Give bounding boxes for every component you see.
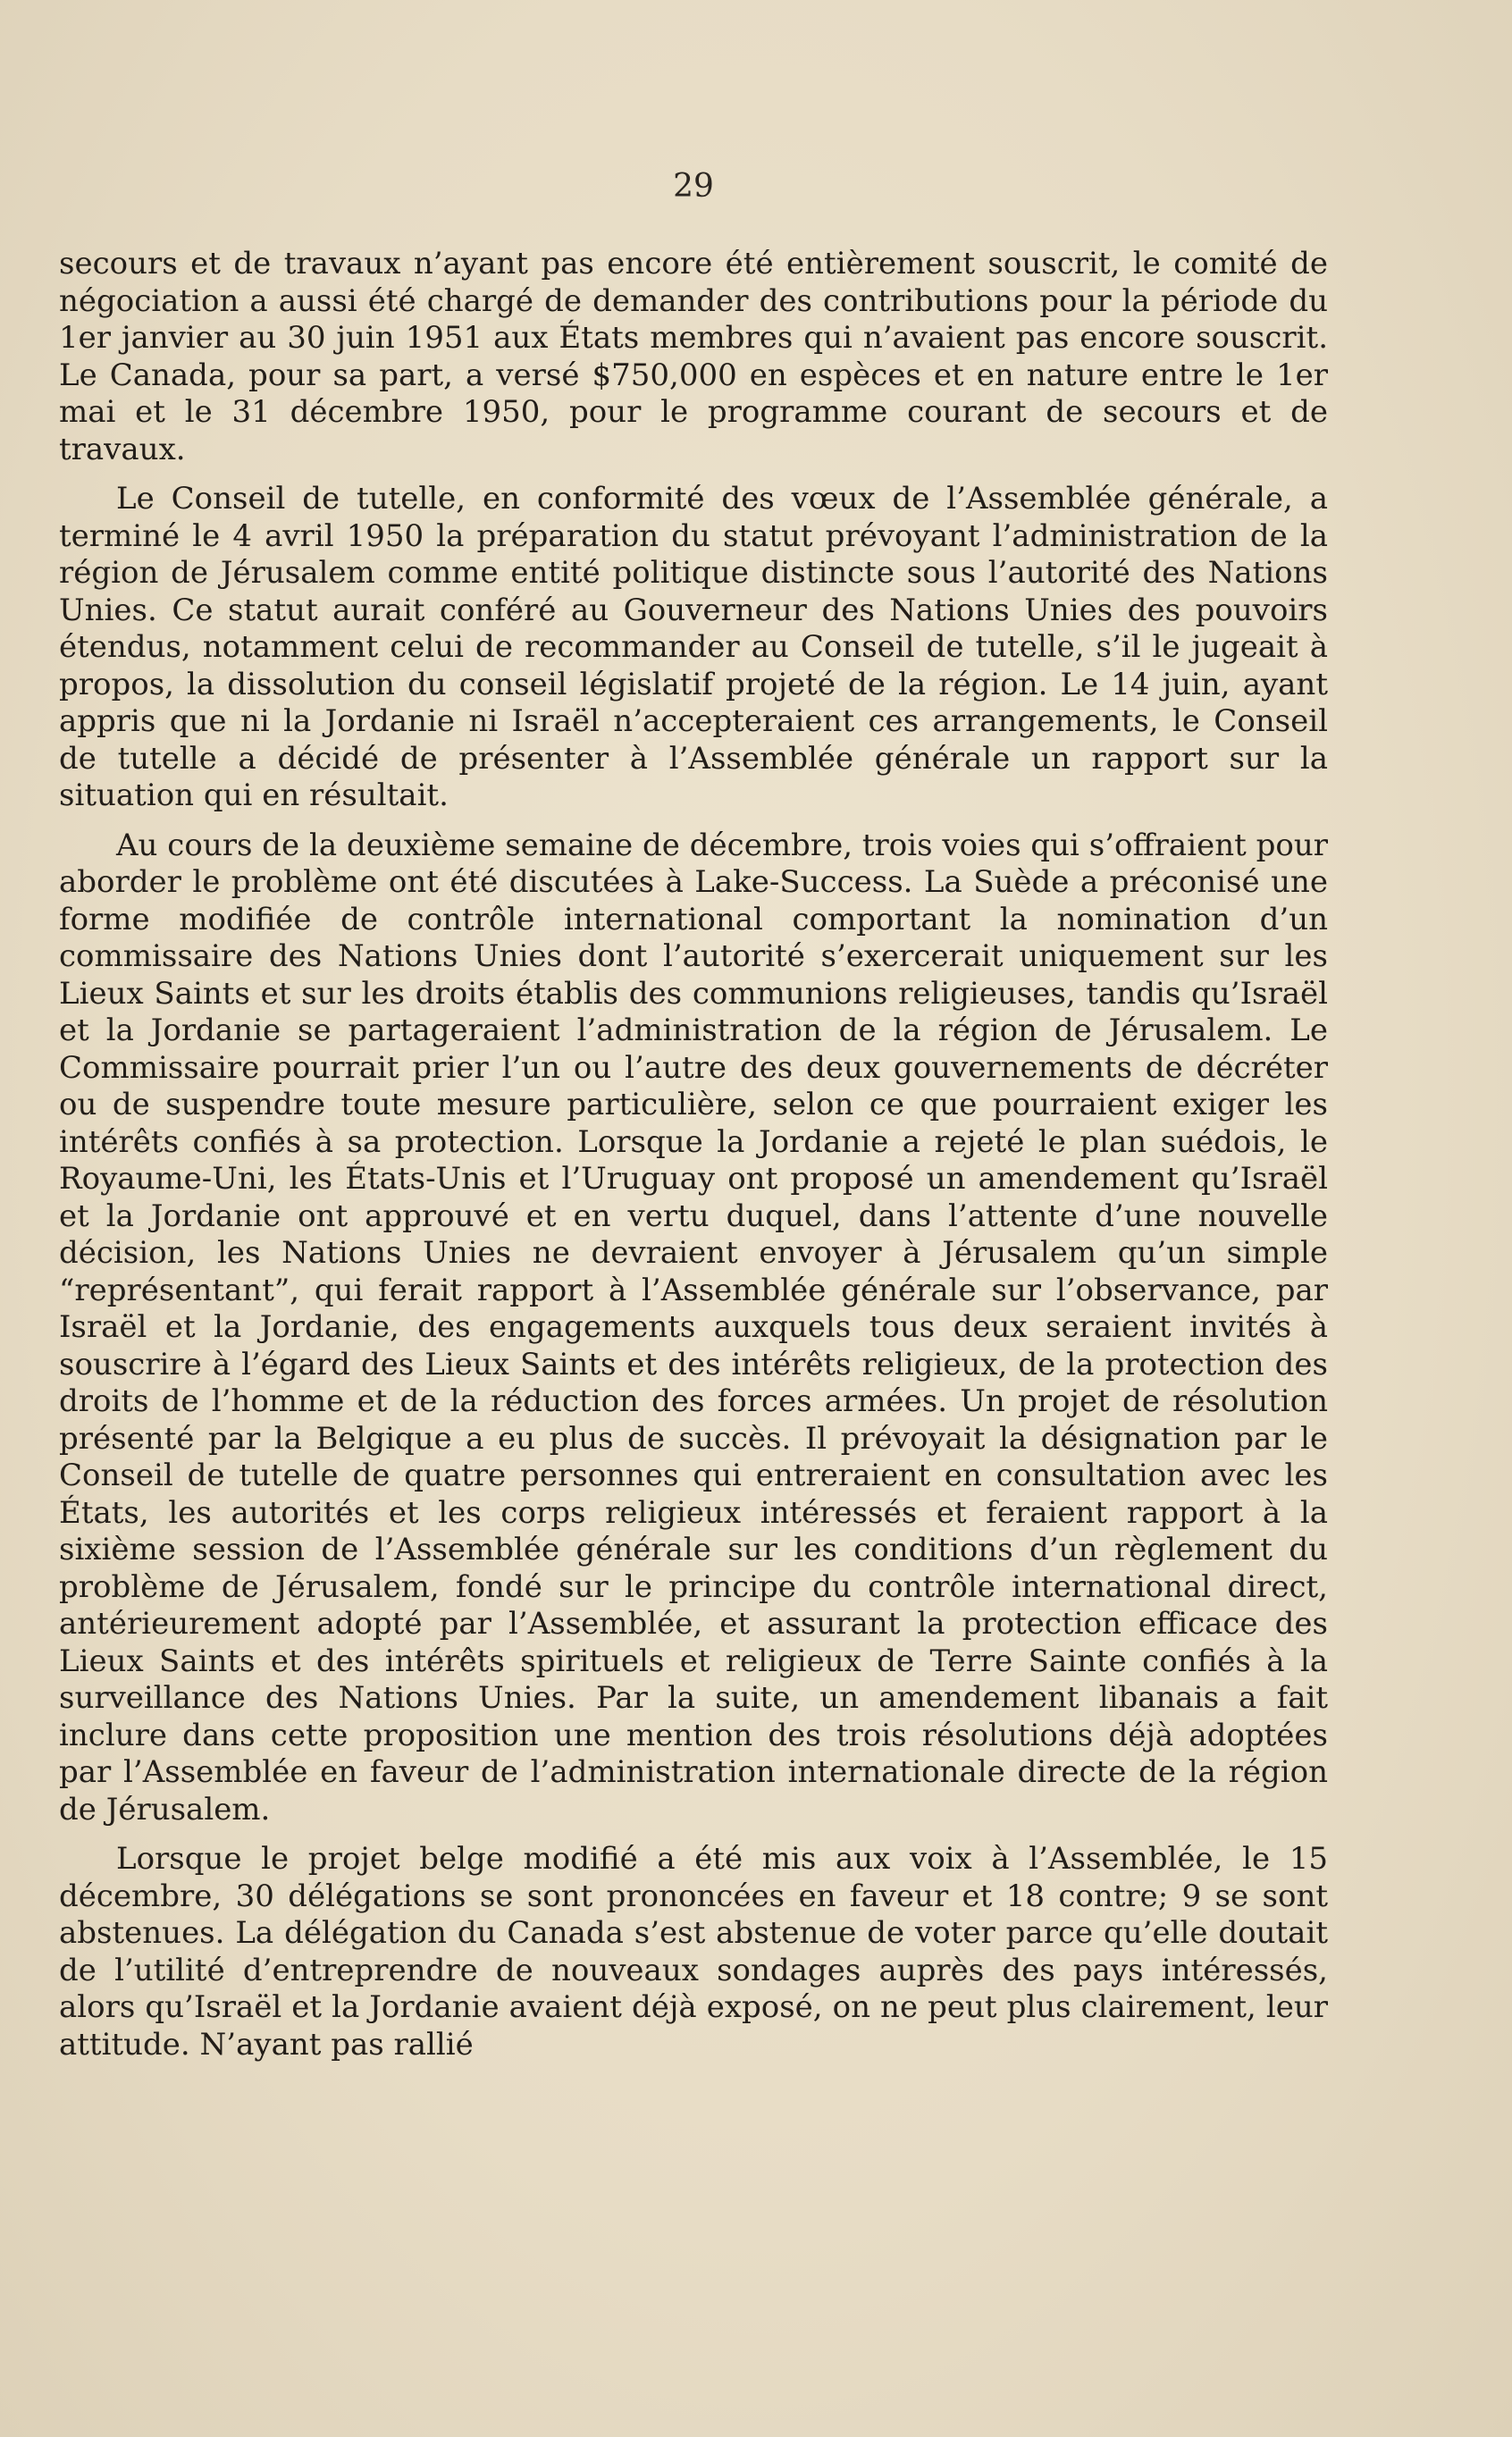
paragraph-4: Lorsque le projet belge modifié a été mis aux voix à l’Assemblée, le 15 décembre, 30 délégations se sont prononcées en faveur et 18 contre; 9 se sont abstenues. La délégation du Canada s’est abstenue de voter parce qu’elle doutait de l’utilité d’entreprendre de nouveaux sondages auprès des pays intéressés, alors qu’Israël et la Jordanie avaient déjà exposé, on ne peut plus clairement, leur attitude. N’ayant pas rallié: [59, 1841, 1328, 2063]
body-text: [59, 246, 1328, 2063]
paragraph-3: Au cours de la deuxième semaine de décembre, trois voies qui s’offraient pour aborder le problème ont été discutées à Lake-Success. La Suède a préconisé une forme modifiée de contrôle international comportant la nomination d’un commissaire des Nations Unies dont l’autorité s’exercerait uniquement sur les Lieux Saints et sur les droits établis des communions religieuses, tandis qu’Israël et la Jordanie se partageraient l’administration de la région de Jérusalem. Le Commissaire pourrait prier l’un ou l’autre des deux gouvernements de décréter ou de suspendre toute mesure particulière, selon ce que pourraient exiger les intérêts confiés à sa protection. Lorsque la Jordanie a rejeté le plan suédois, le Royaume-Uni, les États-Unis et l’Uruguay ont proposé un amendement qu’Israël et la Jordanie ont approuvé et en vertu duquel, dans l’attente d’une nouvelle décision, les Nations Unies ne devraient envoyer à Jérusalem qu’un simple “représentant”, qui ferait rapport à l’Assemblée générale sur l’observance, par Israël et la Jordanie, des engagements auxquels tous deux seraient invités à souscrire à l’égard des Lieux Saints et des intérêts religieux, de la protection des droits de l’homme et de la réduction des forces armées. Un projet de résolution présenté par la Belgique a eu plus de succès. Il prévoyait la désignation par le Conseil de tutelle de quatre personnes qui entreraient en consultation avec les États, les autorités et les corps religieux intéressés et feraient rapport à la sixième session de l’Assemblée générale sur les conditions d’un règlement du problème de Jérusalem, fondé sur le principe du contrôle international direct, antérieurement adopté par l’Assemblée, et assurant la protection efficace des Lieux Saints et des intérêts spirituels et religieux de Terre Sainte confiés à la surveillance des Nations Unies. Par la suite, un amendement libanais a fait inclure dans cette proposition une mention des trois résolutions déjà adoptées par l’Assemblée en faveur de l’administration internationale directe de la région de Jérusalem.: [59, 827, 1328, 1828]
page-number: 29: [673, 168, 714, 205]
paragraph-1: secours et de travaux n’ayant pas encore été entièrement souscrit, le comité de négociation a aussi été chargé de demander des contributions pour la période du 1er janvier au 30 juin 1951 aux États membres qui n’avaient pas encore souscrit. Le Canada, pour sa part, a versé $750,000 en espèces et en nature entre le 1er mai et le 31 décembre 1950, pour le programme courant de secours et de travaux.: [59, 246, 1328, 467]
paragraph-2: Le Conseil de tutelle, en conformité des vœux de l’Assemblée générale, a terminé le 4 avril 1950 la préparation du statut prévoyant l’administration de la région de Jérusalem comme entité politique distincte sous l’autorité des Nations Unies. Ce statut aurait conféré au Gouverneur des Nations Unies des pouvoirs étendus, notamment celui de recommander au Conseil de tutelle, s’il le jugeait à propos, la dissolution du conseil législatif projeté de la région. Le 14 juin, ayant appris que ni la Jordanie ni Israël n’accepteraient ces arrangements, le Conseil de tutelle a décidé de présenter à l’Assemblée générale un rapport sur la situation qui en résultait.: [59, 481, 1328, 813]
